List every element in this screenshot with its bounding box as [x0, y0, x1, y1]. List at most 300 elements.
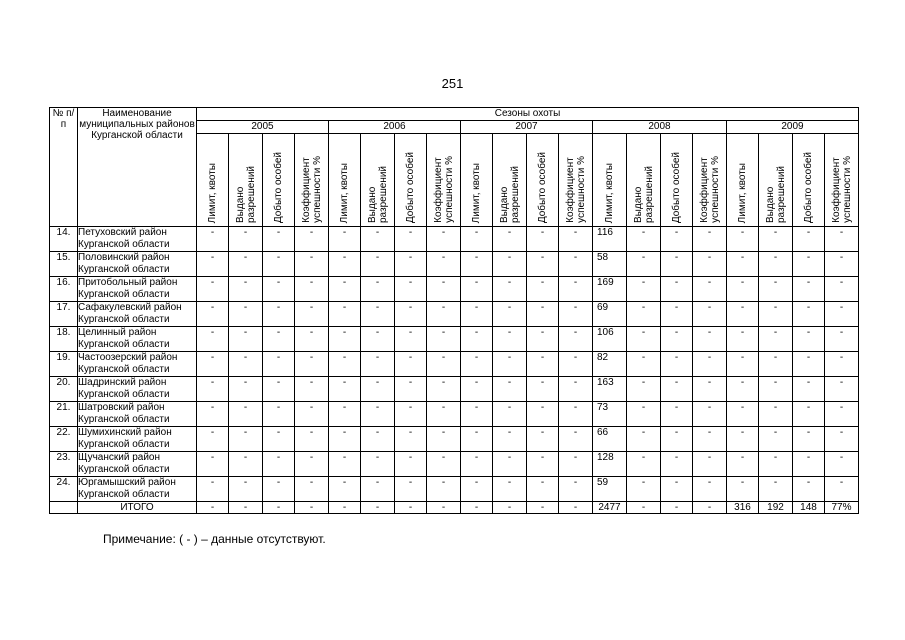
- value-cell: -: [793, 352, 825, 377]
- value-cell: -: [197, 477, 229, 502]
- value-cell: -: [727, 327, 759, 352]
- permits-header: [493, 134, 527, 227]
- sub-header-label: Добыто особей: [273, 151, 284, 223]
- total-value-cell: -: [527, 502, 559, 514]
- value-cell: -: [627, 327, 661, 352]
- value-cell: -: [627, 452, 661, 477]
- value-cell: -: [527, 352, 559, 377]
- district-name: Юргамышский район Курганской области: [78, 477, 197, 502]
- col-name-header: Наименование муниципальных районов Курганской области: [78, 108, 197, 227]
- page-number: 251: [441, 76, 464, 91]
- value-cell: -: [197, 452, 229, 477]
- limit-header: [727, 134, 759, 227]
- total-value-cell: 77%: [825, 502, 859, 514]
- total-value-cell: -: [197, 502, 229, 514]
- value-cell: -: [759, 427, 793, 452]
- value-cell: -: [295, 377, 329, 402]
- value-cell: -: [395, 427, 427, 452]
- value-cell: -: [395, 452, 427, 477]
- district-name: Петуховский район Курганской области: [78, 227, 197, 252]
- year-header: 2008: [593, 121, 727, 134]
- sub-header-label: Выдано разрешений: [234, 166, 257, 223]
- value-cell: -: [229, 302, 263, 327]
- value-cell: -: [361, 302, 395, 327]
- value-cell: -: [693, 427, 727, 452]
- col-num-header: № п/п: [50, 108, 78, 227]
- value-cell: -: [197, 302, 229, 327]
- total-value-cell: -: [329, 502, 361, 514]
- value-cell: -: [361, 377, 395, 402]
- value-cell: -: [527, 402, 559, 427]
- value-cell: -: [329, 402, 361, 427]
- value-cell: -: [263, 377, 295, 402]
- value-cell: 66: [593, 427, 627, 452]
- year-header: 2006: [329, 121, 461, 134]
- value-cell: -: [627, 402, 661, 427]
- value-cell: -: [825, 477, 859, 502]
- harvest-header: [263, 134, 295, 227]
- sub-header-label: Добыто особей: [405, 151, 416, 223]
- value-cell: -: [263, 277, 295, 302]
- value-cell: -: [263, 427, 295, 452]
- value-cell: -: [329, 352, 361, 377]
- table-row: [50, 477, 859, 502]
- value-cell: -: [229, 427, 263, 452]
- value-cell: -: [263, 402, 295, 427]
- total-value-cell: -: [395, 502, 427, 514]
- value-cell: -: [559, 327, 593, 352]
- value-cell: -: [197, 427, 229, 452]
- value-cell: -: [461, 402, 493, 427]
- value-cell: -: [527, 227, 559, 252]
- value-cell: -: [361, 252, 395, 277]
- value-cell: -: [197, 377, 229, 402]
- value-cell: -: [229, 352, 263, 377]
- total-value-cell: 192: [759, 502, 793, 514]
- value-cell: -: [427, 402, 461, 427]
- value-cell: -: [229, 452, 263, 477]
- sub-header-label: Выдано разрешений: [498, 166, 521, 223]
- value-cell: 69: [593, 302, 627, 327]
- value-cell: -: [825, 327, 859, 352]
- sub-header-label: Лимит, квоты: [737, 162, 748, 223]
- value-cell: -: [461, 302, 493, 327]
- total-value-cell: -: [461, 502, 493, 514]
- value-cell: -: [661, 302, 693, 327]
- district-name: Притобольный район Курганской области: [78, 277, 197, 302]
- value-cell: -: [793, 277, 825, 302]
- total-value-cell: -: [263, 502, 295, 514]
- value-cell: -: [527, 477, 559, 502]
- value-cell: -: [329, 427, 361, 452]
- value-cell: -: [661, 477, 693, 502]
- value-cell: -: [329, 477, 361, 502]
- value-cell: -: [559, 227, 593, 252]
- value-cell: -: [295, 227, 329, 252]
- value-cell: 116: [593, 227, 627, 252]
- total-value-cell: -: [295, 502, 329, 514]
- value-cell: -: [793, 477, 825, 502]
- harvest-header: [661, 134, 693, 227]
- value-cell: -: [693, 477, 727, 502]
- value-cell: -: [527, 277, 559, 302]
- value-cell: -: [493, 377, 527, 402]
- value-cell: -: [661, 452, 693, 477]
- value-cell: -: [427, 227, 461, 252]
- value-cell: -: [229, 252, 263, 277]
- value-cell: -: [263, 252, 295, 277]
- value-cell: -: [627, 227, 661, 252]
- value-cell: -: [727, 252, 759, 277]
- value-cell: -: [461, 477, 493, 502]
- value-cell: -: [759, 402, 793, 427]
- value-cell: -: [793, 452, 825, 477]
- value-cell: -: [229, 327, 263, 352]
- sub-header-label: Лимит, квоты: [471, 162, 482, 223]
- value-cell: -: [793, 377, 825, 402]
- value-cell: -: [825, 427, 859, 452]
- value-cell: -: [263, 327, 295, 352]
- value-cell: -: [825, 227, 859, 252]
- value-cell: -: [793, 227, 825, 252]
- value-cell: -: [727, 302, 759, 327]
- value-cell: -: [295, 477, 329, 502]
- sub-header-label: Добыто особей: [537, 151, 548, 223]
- value-cell: -: [395, 327, 427, 352]
- value-cell: -: [329, 327, 361, 352]
- value-cell: -: [295, 252, 329, 277]
- total-value-cell: -: [361, 502, 395, 514]
- value-cell: -: [395, 477, 427, 502]
- district-name: Щучанский район Курганской области: [78, 452, 197, 477]
- total-value-cell: -: [693, 502, 727, 514]
- value-cell: -: [559, 252, 593, 277]
- value-cell: -: [627, 352, 661, 377]
- value-cell: -: [427, 452, 461, 477]
- value-cell: -: [759, 227, 793, 252]
- value-cell: -: [759, 377, 793, 402]
- value-cell: -: [527, 302, 559, 327]
- value-cell: -: [759, 302, 793, 327]
- value-cell: -: [395, 252, 427, 277]
- row-number: 15.: [50, 252, 78, 277]
- value-cell: -: [727, 477, 759, 502]
- value-cell: -: [263, 477, 295, 502]
- value-cell: -: [727, 227, 759, 252]
- value-cell: -: [559, 452, 593, 477]
- value-cell: -: [427, 327, 461, 352]
- district-name: Целинный район Курганской области: [78, 327, 197, 352]
- value-cell: -: [793, 252, 825, 277]
- value-cell: -: [627, 302, 661, 327]
- row-number: 20.: [50, 377, 78, 402]
- value-cell: -: [197, 327, 229, 352]
- value-cell: -: [825, 377, 859, 402]
- total-value-cell: -: [627, 502, 661, 514]
- value-cell: -: [793, 327, 825, 352]
- district-name: Шумихинский район Курганской области: [78, 427, 197, 452]
- total-value-cell: -: [661, 502, 693, 514]
- limit-header: [197, 134, 229, 227]
- sub-header-label: Добыто особей: [671, 151, 682, 223]
- value-cell: -: [661, 377, 693, 402]
- value-cell: -: [793, 402, 825, 427]
- table-row: [50, 277, 859, 302]
- value-cell: -: [427, 377, 461, 402]
- value-cell: -: [461, 327, 493, 352]
- district-name: Сафакулевский район Курганской области: [78, 302, 197, 327]
- value-cell: -: [395, 302, 427, 327]
- row-number: 19.: [50, 352, 78, 377]
- value-cell: -: [727, 377, 759, 402]
- value-cell: -: [197, 352, 229, 377]
- value-cell: -: [759, 477, 793, 502]
- value-cell: -: [295, 327, 329, 352]
- value-cell: -: [461, 352, 493, 377]
- value-cell: -: [395, 277, 427, 302]
- value-cell: 163: [593, 377, 627, 402]
- value-cell: 73: [593, 402, 627, 427]
- value-cell: -: [759, 252, 793, 277]
- sub-header-label: Коэффициент успешности %: [698, 156, 721, 223]
- value-cell: -: [559, 352, 593, 377]
- value-cell: -: [461, 277, 493, 302]
- value-cell: -: [493, 227, 527, 252]
- value-cell: -: [229, 377, 263, 402]
- total-label: ИТОГО: [78, 502, 197, 514]
- value-cell: -: [559, 477, 593, 502]
- value-cell: -: [661, 227, 693, 252]
- value-cell: -: [295, 352, 329, 377]
- success-header: [693, 134, 727, 227]
- total-row: [50, 502, 859, 514]
- value-cell: -: [627, 477, 661, 502]
- row-number: 17.: [50, 302, 78, 327]
- value-cell: -: [693, 252, 727, 277]
- value-cell: -: [361, 352, 395, 377]
- value-cell: -: [493, 452, 527, 477]
- total-value-cell: 148: [793, 502, 825, 514]
- value-cell: 169: [593, 277, 627, 302]
- limit-header: [329, 134, 361, 227]
- seasons-header: Сезоны охоты: [197, 108, 859, 121]
- value-cell: -: [427, 302, 461, 327]
- value-cell: -: [693, 302, 727, 327]
- value-cell: -: [627, 377, 661, 402]
- value-cell: -: [759, 452, 793, 477]
- value-cell: -: [661, 402, 693, 427]
- total-value-cell: -: [427, 502, 461, 514]
- sub-header-label: Коэффициент успешности %: [830, 156, 853, 223]
- value-cell: -: [559, 427, 593, 452]
- district-name: Шатровский район Курганской области: [78, 402, 197, 427]
- value-cell: -: [559, 377, 593, 402]
- value-cell: -: [559, 302, 593, 327]
- value-cell: -: [661, 277, 693, 302]
- value-cell: -: [759, 327, 793, 352]
- value-cell: -: [825, 402, 859, 427]
- value-cell: -: [263, 452, 295, 477]
- permits-header: [361, 134, 395, 227]
- value-cell: -: [627, 277, 661, 302]
- value-cell: -: [527, 452, 559, 477]
- value-cell: -: [329, 452, 361, 477]
- value-cell: -: [295, 452, 329, 477]
- value-cell: 128: [593, 452, 627, 477]
- total-value-cell: -: [559, 502, 593, 514]
- value-cell: -: [295, 302, 329, 327]
- value-cell: -: [825, 352, 859, 377]
- sub-header-label: Коэффициент успешности %: [432, 156, 455, 223]
- year-header: 2009: [727, 121, 859, 134]
- year-header: 2007: [461, 121, 593, 134]
- value-cell: -: [527, 377, 559, 402]
- value-cell: -: [727, 427, 759, 452]
- value-cell: -: [727, 452, 759, 477]
- value-cell: -: [295, 402, 329, 427]
- value-cell: -: [493, 302, 527, 327]
- value-cell: -: [263, 352, 295, 377]
- value-cell: -: [361, 402, 395, 427]
- value-cell: -: [825, 252, 859, 277]
- value-cell: -: [693, 352, 727, 377]
- value-cell: 82: [593, 352, 627, 377]
- sub-header-label: Коэффициент успешности %: [300, 156, 323, 223]
- sub-header-label: Лимит, квоты: [207, 162, 218, 223]
- value-cell: -: [693, 277, 727, 302]
- value-cell: -: [493, 327, 527, 352]
- sub-header-label: Добыто особей: [803, 151, 814, 223]
- value-cell: -: [197, 277, 229, 302]
- table-row: [50, 302, 859, 327]
- value-cell: -: [693, 327, 727, 352]
- row-number: 23.: [50, 452, 78, 477]
- value-cell: -: [329, 252, 361, 277]
- value-cell: -: [427, 477, 461, 502]
- district-name: Половинский район Курганской области: [78, 252, 197, 277]
- value-cell: -: [527, 427, 559, 452]
- sub-header-label: Выдано разрешений: [632, 166, 655, 223]
- value-cell: -: [527, 327, 559, 352]
- table-row: [50, 402, 859, 427]
- table-row: [50, 252, 859, 277]
- value-cell: -: [427, 427, 461, 452]
- value-cell: -: [627, 252, 661, 277]
- value-cell: -: [727, 402, 759, 427]
- value-cell: -: [661, 327, 693, 352]
- value-cell: -: [395, 377, 427, 402]
- value-cell: -: [727, 277, 759, 302]
- sub-header-label: Лимит, квоты: [339, 162, 350, 223]
- value-cell: -: [329, 302, 361, 327]
- district-name: Частоозерский район Курганской области: [78, 352, 197, 377]
- value-cell: -: [627, 427, 661, 452]
- value-cell: -: [793, 427, 825, 452]
- value-cell: -: [493, 477, 527, 502]
- value-cell: -: [493, 277, 527, 302]
- value-cell: -: [461, 252, 493, 277]
- row-number: 22.: [50, 427, 78, 452]
- value-cell: -: [361, 227, 395, 252]
- note: Примечание: ( - ) – данные отсутствуют.: [103, 532, 326, 546]
- sub-header-label: Выдано разрешений: [764, 166, 787, 223]
- value-cell: -: [693, 377, 727, 402]
- table-row: [50, 352, 859, 377]
- value-cell: -: [197, 402, 229, 427]
- success-header: [825, 134, 859, 227]
- year-header: 2005: [197, 121, 329, 134]
- value-cell: -: [229, 277, 263, 302]
- value-cell: -: [461, 227, 493, 252]
- value-cell: -: [559, 277, 593, 302]
- value-cell: -: [395, 352, 427, 377]
- value-cell: -: [493, 402, 527, 427]
- harvest-header: [793, 134, 825, 227]
- table-row: [50, 327, 859, 352]
- harvest-header: [395, 134, 427, 227]
- table-row: [50, 377, 859, 402]
- value-cell: -: [759, 277, 793, 302]
- value-cell: -: [229, 477, 263, 502]
- value-cell: -: [361, 327, 395, 352]
- row-number: 21.: [50, 402, 78, 427]
- value-cell: -: [793, 302, 825, 327]
- value-cell: -: [693, 402, 727, 427]
- value-cell: -: [329, 227, 361, 252]
- success-header: [295, 134, 329, 227]
- harvest-header: [527, 134, 559, 227]
- limit-header: [461, 134, 493, 227]
- table-row: [50, 452, 859, 477]
- sub-header-label: Лимит, квоты: [604, 162, 615, 223]
- value-cell: -: [825, 452, 859, 477]
- value-cell: -: [295, 427, 329, 452]
- hunting-seasons-table: [49, 107, 859, 514]
- value-cell: -: [329, 377, 361, 402]
- value-cell: -: [461, 427, 493, 452]
- value-cell: -: [559, 402, 593, 427]
- value-cell: -: [693, 452, 727, 477]
- value-cell: -: [661, 427, 693, 452]
- value-cell: -: [197, 252, 229, 277]
- total-value-cell: -: [493, 502, 527, 514]
- value-cell: -: [427, 252, 461, 277]
- sub-header-label: Выдано разрешений: [366, 166, 389, 223]
- value-cell: -: [759, 352, 793, 377]
- success-header: [559, 134, 593, 227]
- district-name: Шадринский район Курганской области: [78, 377, 197, 402]
- value-cell: -: [427, 352, 461, 377]
- total-value-cell: 2477: [593, 502, 627, 514]
- total-value-cell: 316: [727, 502, 759, 514]
- value-cell: 58: [593, 252, 627, 277]
- permits-header: [627, 134, 661, 227]
- value-cell: -: [361, 427, 395, 452]
- value-cell: -: [361, 452, 395, 477]
- value-cell: -: [493, 427, 527, 452]
- value-cell: -: [727, 352, 759, 377]
- value-cell: -: [693, 227, 727, 252]
- value-cell: 59: [593, 477, 627, 502]
- value-cell: -: [197, 227, 229, 252]
- value-cell: -: [263, 227, 295, 252]
- value-cell: -: [661, 352, 693, 377]
- value-cell: -: [229, 402, 263, 427]
- value-cell: -: [361, 477, 395, 502]
- value-cell: -: [361, 277, 395, 302]
- row-number: 18.: [50, 327, 78, 352]
- value-cell: -: [493, 352, 527, 377]
